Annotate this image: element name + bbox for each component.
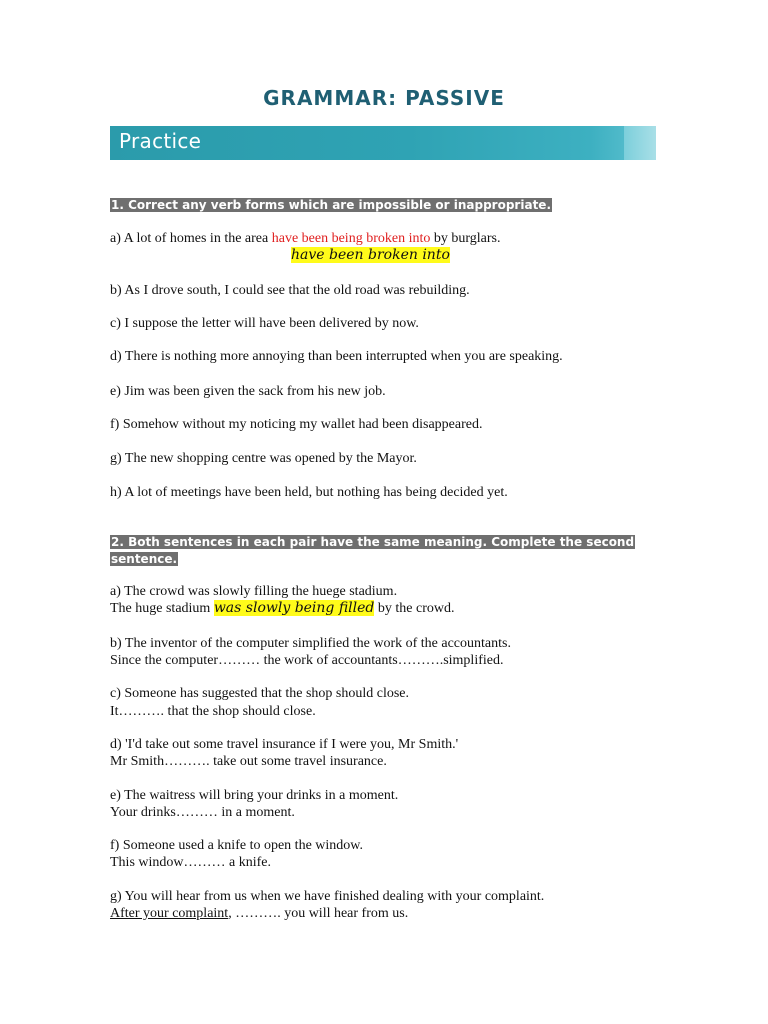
exercise1-item-f: f) Somehow without my noticing my wallet had been disappeared.	[110, 417, 483, 432]
error-text: have been being broken into	[271, 231, 431, 246]
exercise2-item-g-question: g) You will hear from us when we have finished dealing with your complaint.	[110, 889, 545, 904]
section1-heading: 1. Correct any verb forms which are impossible or inappropriate.	[111, 198, 551, 212]
exercise1-item-e: e) Jim was been given the sack from his new job.	[110, 384, 386, 399]
exercise2-item-b-question: b) The inventor of the computer simplified the work of the accountants.	[110, 636, 511, 651]
exercise2-item-g-answer: After your complaint, ………. you will hear from us.	[110, 906, 409, 921]
exercise1-item-h: h) A lot of meetings have been held, but nothing has being decided yet.	[110, 485, 508, 500]
exercise2-item-f-answer: This window……… a knife.	[110, 855, 271, 870]
exercise2-item-c-answer: It………. that the shop should close.	[110, 704, 316, 719]
exercise2-item-d-question: d) 'I'd take out some travel insurance if I were you, Mr Smith.'	[110, 737, 459, 752]
practice-banner	[110, 126, 656, 160]
exercise2-item-b-answer: Since the computer……… the work of accountants……….simplified.	[110, 653, 504, 668]
exercise1-item-b: b) As I drove south, I could see that the old road was rebuilding.	[110, 283, 470, 298]
exercise1-item-a: a) A lot of homes in the area have been being broken into by burglars.	[110, 231, 501, 246]
banner-strip	[624, 126, 656, 160]
exercise1-item-a-answer: have been broken into	[291, 247, 450, 263]
exercise2-item-d-answer: Mr Smith………. take out some travel insurance.	[110, 754, 387, 769]
section2-heading: 2. Both sentences in each pair have the same meaning. Complete the second sentence.	[111, 535, 635, 566]
page-title: GRAMMAR: PASSIVE	[263, 86, 505, 110]
exercise2-item-a-question: a) The crowd was slowly filling the huege stadium.	[110, 584, 398, 599]
exercise2-item-a-answer: The huge stadium was slowly being filled by the crowd.	[110, 600, 455, 616]
exercise1-item-g: g) The new shopping centre was opened by the Mayor.	[110, 451, 417, 466]
exercise2-item-e-question: e) The waitress will bring your drinks in a moment.	[110, 788, 399, 803]
exercise2-item-f-question: f) Someone used a knife to open the window.	[110, 838, 363, 853]
exercise1-item-c: c) I suppose the letter will have been delivered by now.	[110, 316, 419, 331]
exercise2-item-e-answer: Your drinks……… in a moment.	[110, 805, 295, 820]
exercise1-item-d: d) There is nothing more annoying than been interrupted when you are speaking.	[110, 349, 563, 364]
exercise2-item-c-question: c) Someone has suggested that the shop should close.	[110, 686, 410, 701]
practice-label: Practice	[119, 129, 202, 153]
